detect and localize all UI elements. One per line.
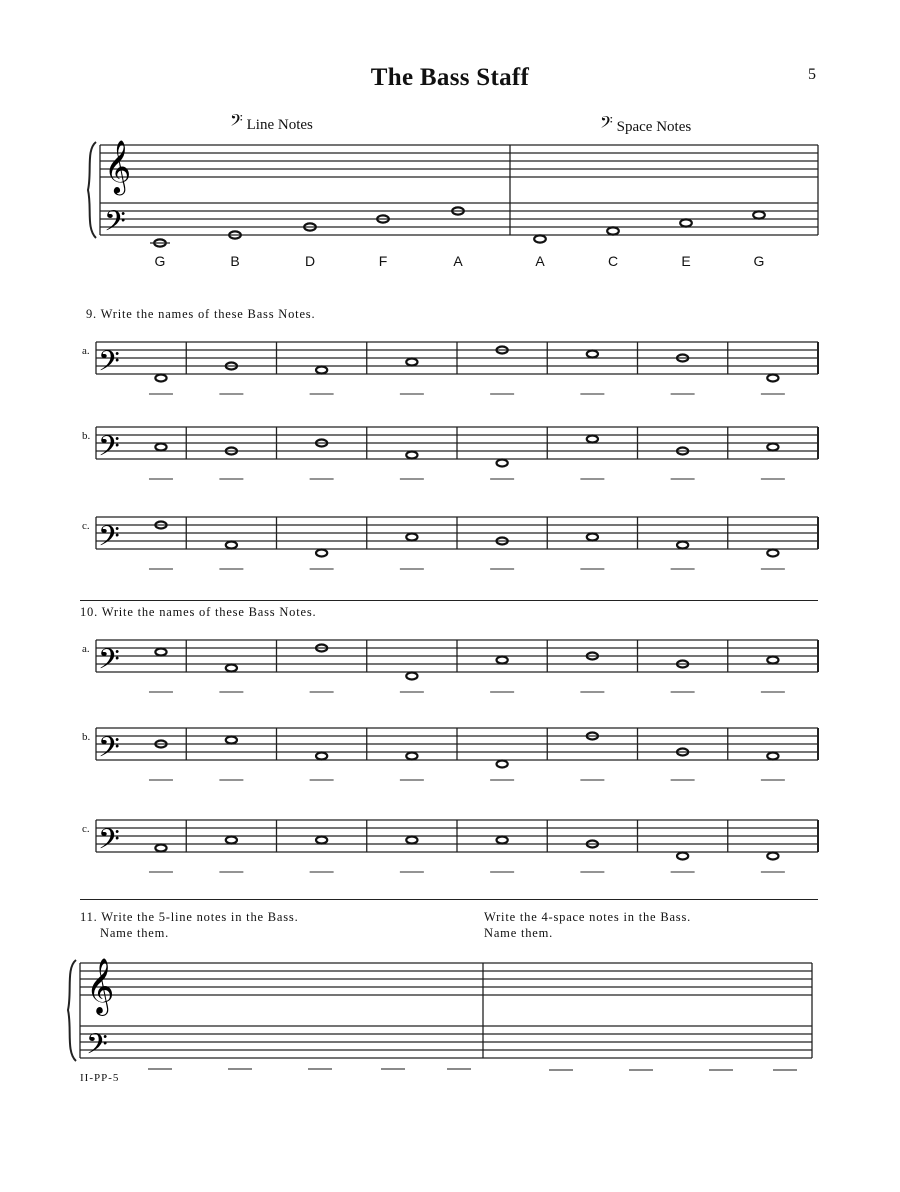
section-divider [80,899,818,900]
exercise-11-grand-staff [0,940,900,1080]
whole-note [226,837,237,844]
whole-note [155,845,166,852]
instruction-text: Name them. [100,926,170,940]
bass-staff-row [0,814,900,878]
whole-note [226,665,237,672]
bass-clef-icon: 𝄢 [98,347,120,384]
page-title: The Bass Staff [370,64,530,91]
bass-clef-icon: 𝄢 [230,110,243,134]
bass-staff-row [0,722,900,786]
exercise-row-label: c. [82,520,90,532]
note-name: F [378,253,388,269]
whole-note [767,753,778,760]
instruction-text: Name them. [484,926,554,940]
page-number: 5 [808,66,816,83]
brace-icon [68,960,76,1061]
whole-note [497,460,508,467]
bass-clef-icon: 𝄢 [104,207,126,244]
exercise-9-heading: 9. Write the names of these Bass Notes. [86,307,316,321]
exercise-11-instructions-left [80,909,299,941]
note-name: D [304,253,316,269]
whole-note [587,534,598,541]
note-name: A [453,253,463,269]
whole-note [316,753,327,760]
whole-note [587,351,598,358]
instruction-text: 11. Write the 5-line notes in the Bass. [80,910,299,924]
whole-note [155,375,166,382]
whole-note [677,853,688,860]
whole-note-e [680,219,692,226]
note-name: G [753,253,765,269]
whole-note [767,375,778,382]
whole-note [226,542,237,549]
note-name: G [154,253,166,269]
space-notes-label: Space Notes [616,119,692,135]
note-name: A [535,253,545,269]
bass-staff-row [0,634,900,698]
whole-note [677,542,688,549]
bass-clef-icon: 𝄢 [98,432,120,469]
whole-note [767,657,778,664]
whole-note [767,444,778,451]
exercise-row-label: c. [82,823,90,835]
whole-note [587,436,598,443]
whole-note-a [534,235,546,242]
bass-clef-icon: 𝄢 [98,522,120,559]
exercise-row-label: b. [82,731,91,743]
whole-note [316,550,327,557]
bass-clef-icon: 𝄢 [600,112,613,136]
bass-clef-icon: 𝄢 [98,645,120,682]
bass-clef-icon: 𝄢 [86,1030,108,1067]
whole-note-c [607,227,619,234]
exercise-row-label: b. [82,430,91,442]
exercise-10-heading: 10. Write the names of these Bass Notes. [80,605,317,619]
whole-note [767,853,778,860]
note-name: E [681,253,691,269]
exercise-row-label: a. [82,643,90,655]
whole-note [497,761,508,768]
whole-note [406,452,417,459]
bass-staff-row [0,511,900,575]
whole-note [316,367,327,374]
bass-staff-row [0,336,900,400]
exercise-11-instructions-right [484,909,691,941]
footer-code: II-PP-5 [80,1072,120,1084]
whole-note [406,673,417,680]
treble-clef-icon: 𝄞 [86,960,115,1013]
bass-staff-row [0,421,900,485]
instruction-text: Write the 4-space notes in the Bass. [484,910,692,924]
note-name: C [607,253,619,269]
whole-note [406,534,417,541]
treble-clef-icon: 𝄞 [104,141,132,192]
whole-note [406,359,417,366]
whole-note [767,550,778,557]
section-divider [80,600,818,601]
whole-note [497,657,508,664]
whole-note [155,444,166,451]
whole-note [406,837,417,844]
exercise-row-label: a. [82,345,90,357]
whole-note [497,837,508,844]
note-name: B [230,253,240,269]
whole-note [155,649,166,656]
bass-clef-icon: 𝄢 [98,733,120,770]
brace-icon [88,142,96,238]
whole-note [226,737,237,744]
line-notes-label: Line Notes [246,117,313,133]
whole-note-g [753,211,765,218]
whole-note [316,837,327,844]
bass-clef-icon: 𝄢 [98,825,120,862]
whole-note [406,753,417,760]
